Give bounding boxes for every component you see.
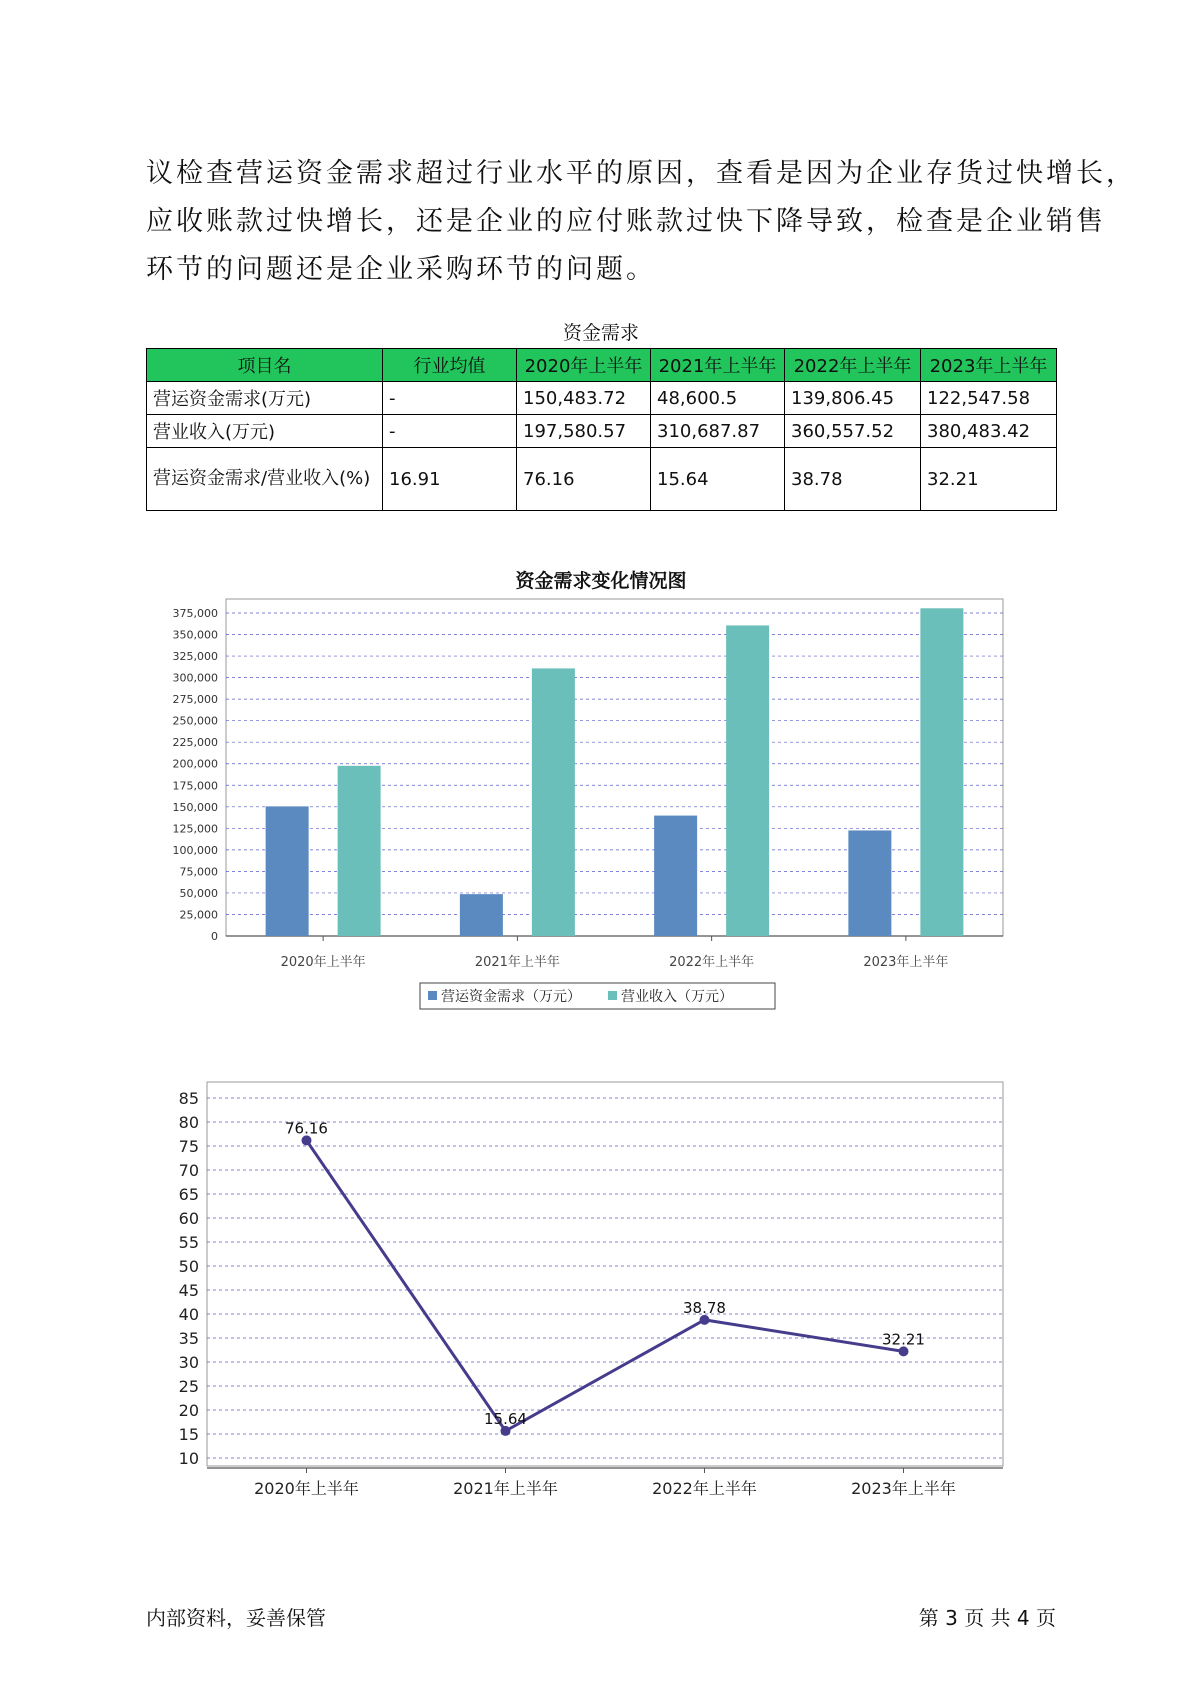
paragraph-line: 议检查营运资金需求超过行业水平的原因，查看是因为企业存货过快增长， bbox=[146, 158, 1136, 189]
y-tick-label: 350,000 bbox=[172, 628, 218, 642]
table-cell: 营运资金需求/营业收入(%) bbox=[147, 448, 383, 511]
y-tick-label: 35 bbox=[178, 1329, 199, 1348]
y-tick-label: 15 bbox=[178, 1425, 199, 1444]
table-cell: 48,600.5 bbox=[651, 382, 785, 415]
y-tick-label: 300,000 bbox=[172, 671, 218, 685]
y-tick-label: 75,000 bbox=[179, 865, 218, 879]
table-cell: 32.21 bbox=[921, 448, 1057, 511]
y-tick-label: 65 bbox=[178, 1185, 199, 1204]
funding-table bbox=[146, 348, 1057, 511]
header-cell: 2023年上半年 bbox=[921, 349, 1057, 382]
y-tick-label: 85 bbox=[178, 1089, 199, 1108]
table-row bbox=[147, 448, 1057, 511]
table-cell: - bbox=[383, 415, 517, 448]
y-tick-label: 70 bbox=[178, 1161, 199, 1180]
table-cell: 197,580.57 bbox=[517, 415, 651, 448]
bar-chart bbox=[0, 590, 1191, 1060]
table-caption: 资金需求 bbox=[562, 322, 639, 344]
y-tick-label: 275,000 bbox=[172, 693, 218, 707]
y-tick-label: 100,000 bbox=[172, 843, 218, 857]
table-cell: 310,687.87 bbox=[651, 415, 785, 448]
bar bbox=[654, 816, 697, 936]
bar bbox=[460, 894, 503, 936]
y-tick-label: 45 bbox=[178, 1281, 199, 1300]
y-tick-label: 10 bbox=[178, 1449, 199, 1468]
table-cell: 38.78 bbox=[785, 448, 921, 511]
y-tick-label: 325,000 bbox=[172, 650, 218, 664]
table-cell: 营业收入(万元) bbox=[147, 415, 383, 448]
header-cell: 2022年上半年 bbox=[785, 349, 921, 382]
bar bbox=[532, 668, 575, 936]
legend-label: 营运资金需求（万元） bbox=[441, 989, 581, 1005]
bar bbox=[266, 806, 309, 936]
data-label: 76.16 bbox=[285, 1119, 328, 1138]
y-tick-label: 30 bbox=[178, 1353, 199, 1372]
bar bbox=[920, 608, 963, 936]
y-tick-label: 175,000 bbox=[172, 779, 218, 793]
footer-note: 内部资料，妥善保管 bbox=[146, 1606, 326, 1630]
page-number: 第 3 页 共 4 页 bbox=[918, 1606, 1056, 1630]
x-tick-label: 2022年上半年 bbox=[669, 955, 755, 970]
table-row bbox=[147, 382, 1057, 415]
y-tick-label: 75 bbox=[178, 1137, 199, 1156]
table-cell: 122,547.58 bbox=[921, 382, 1057, 415]
data-label: 15.64 bbox=[484, 1409, 527, 1428]
y-tick-label: 25 bbox=[178, 1377, 199, 1396]
bar bbox=[848, 830, 891, 936]
x-tick-label: 2020年上半年 bbox=[280, 955, 366, 970]
bar bbox=[726, 625, 769, 936]
y-tick-label: 150,000 bbox=[172, 800, 218, 814]
table-header-row bbox=[147, 349, 1057, 382]
table-cell: 营运资金需求(万元) bbox=[147, 382, 383, 415]
y-tick-label: 200,000 bbox=[172, 757, 218, 771]
header-cell: 2020年上半年 bbox=[517, 349, 651, 382]
legend-label: 营业收入（万元） bbox=[621, 989, 733, 1005]
y-tick-label: 60 bbox=[178, 1209, 199, 1228]
x-tick-label: 2022年上半年 bbox=[652, 1479, 757, 1498]
y-tick-label: 125,000 bbox=[172, 822, 218, 836]
x-tick-label: 2023年上半年 bbox=[851, 1479, 956, 1498]
line-chart bbox=[0, 1060, 1191, 1500]
x-tick-label: 2020年上半年 bbox=[254, 1479, 359, 1498]
paragraph-line: 环节的问题还是企业采购环节的问题。 bbox=[146, 254, 656, 285]
x-tick-label: 2023年上半年 bbox=[863, 955, 949, 970]
table-cell: 15.64 bbox=[651, 448, 785, 511]
header-cell: 项目名 bbox=[147, 349, 383, 382]
table-cell: 360,557.52 bbox=[785, 415, 921, 448]
y-tick-label: 375,000 bbox=[172, 607, 218, 620]
y-tick-label: 80 bbox=[178, 1113, 199, 1132]
x-tick-label: 2021年上半年 bbox=[453, 1479, 558, 1498]
data-label: 38.78 bbox=[683, 1298, 726, 1317]
y-tick-label: 225,000 bbox=[172, 736, 218, 750]
table-cell: 76.16 bbox=[517, 448, 651, 511]
table-cell: - bbox=[383, 382, 517, 415]
bar-chart-title: 资金需求变化情况图 bbox=[515, 570, 687, 592]
y-tick-label: 20 bbox=[178, 1401, 199, 1420]
table-row bbox=[147, 415, 1057, 448]
table-cell: 16.91 bbox=[383, 448, 517, 511]
y-tick-label: 40 bbox=[178, 1305, 199, 1324]
data-label: 32.21 bbox=[882, 1330, 925, 1349]
y-tick-label: 0 bbox=[211, 930, 218, 943]
y-tick-label: 25,000 bbox=[179, 908, 218, 922]
legend-swatch bbox=[608, 991, 617, 1000]
table-cell: 139,806.45 bbox=[785, 382, 921, 415]
bar bbox=[338, 766, 381, 936]
body-paragraph bbox=[146, 150, 1136, 294]
header-cell: 2021年上半年 bbox=[651, 349, 785, 382]
y-tick-label: 50,000 bbox=[179, 886, 218, 900]
paragraph-line: 应收账款过快增长，还是企业的应付账款过快下降导致，检查是企业销售 bbox=[146, 206, 1106, 237]
table-cell: 150,483.72 bbox=[517, 382, 651, 415]
legend-swatch bbox=[428, 991, 437, 1000]
plot-area bbox=[207, 1082, 1003, 1466]
header-cell: 行业均值 bbox=[383, 349, 517, 382]
y-tick-label: 250,000 bbox=[172, 714, 218, 728]
y-tick-label: 55 bbox=[178, 1233, 199, 1252]
table-cell: 380,483.42 bbox=[921, 415, 1057, 448]
x-tick-label: 2021年上半年 bbox=[474, 955, 560, 970]
y-tick-label: 50 bbox=[178, 1257, 199, 1276]
